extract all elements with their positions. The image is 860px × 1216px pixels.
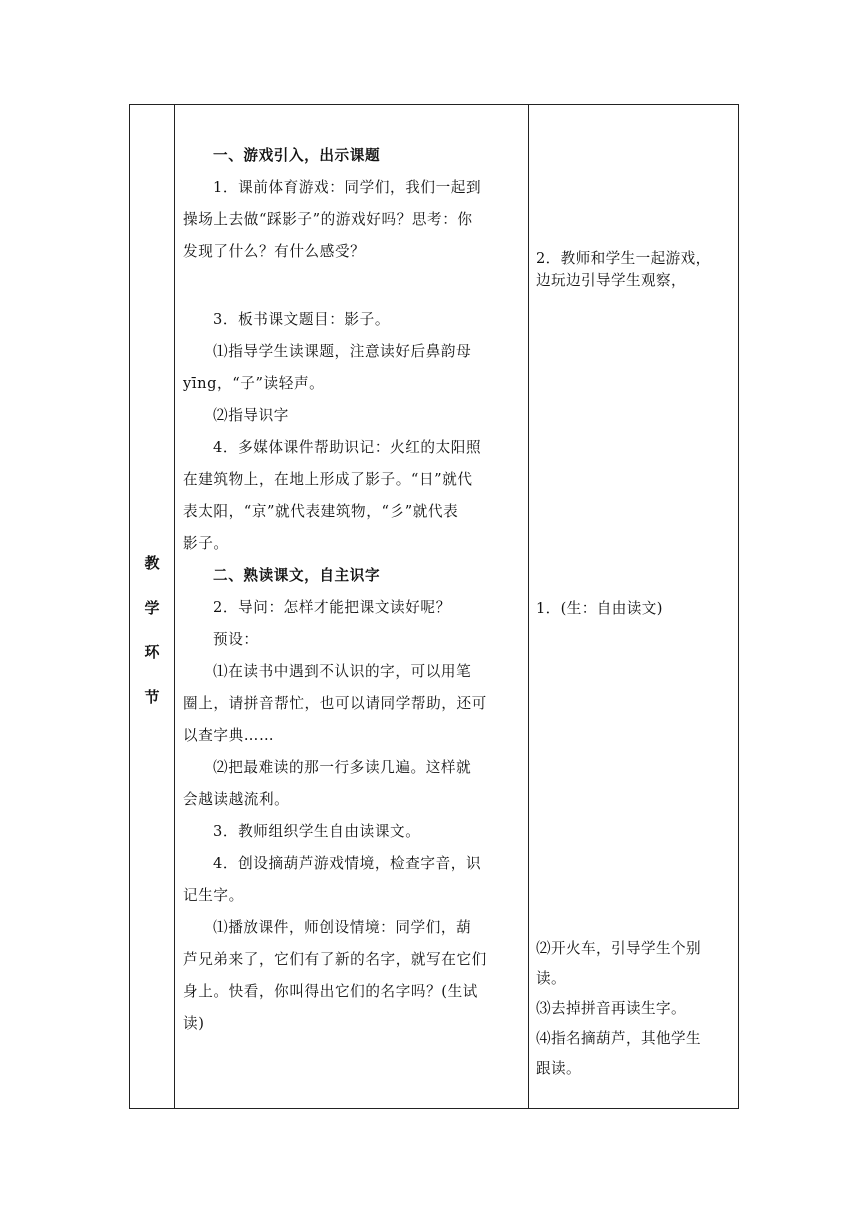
- content-line: ⑴播放课件，师创设情境：同学们，葫: [213, 919, 472, 936]
- content-line: 3．板书课文题目：影子。: [213, 311, 391, 328]
- note-line: 2．教师和学生一起游戏，: [536, 250, 711, 267]
- content-line: 身上。快看，你叫得出它们的名字吗？(生试: [183, 983, 478, 1000]
- student-activity-note-3: [536, 934, 734, 1084]
- content-line: 预设：: [213, 631, 259, 648]
- side-label-char: 环: [144, 643, 160, 661]
- side-label-char: 节: [144, 688, 160, 706]
- note-line: 边玩边引导学生观察，: [536, 272, 686, 289]
- section-heading: 一、游戏引入，出示课题: [213, 147, 381, 164]
- note-line: ⑵开火车，引导学生个别: [536, 940, 701, 957]
- teaching-content-main: [183, 304, 523, 1040]
- content-line: 发现了什么？有什么感受？: [183, 243, 366, 260]
- column-divider: [528, 104, 529, 1109]
- column-divider: [174, 104, 175, 1109]
- content-line: 记生字。: [183, 887, 244, 904]
- student-activity-note-2: [536, 594, 734, 624]
- content-line: 操场上去做“踩影子”的游戏好吗？思考：你: [183, 211, 473, 228]
- content-line: 1．课前体育游戏：同学们，我们一起到: [213, 179, 482, 196]
- note-line: 跟读。: [536, 1060, 581, 1077]
- note-line: 1．(生：自由读文): [536, 600, 663, 617]
- content-line: 影子。: [183, 535, 229, 552]
- side-label-char: 学: [144, 599, 160, 617]
- content-line: 4．多媒体课件帮助识记：火红的太阳照: [213, 439, 482, 456]
- side-label-char: 教: [144, 554, 160, 572]
- section-heading: 二、熟读课文，自主识字: [213, 567, 381, 584]
- content-line: 读): [183, 1015, 205, 1032]
- content-line: 会越读越流利。: [183, 791, 290, 808]
- content-line: 表太阳，“京”就代表建筑物，“彡”就代表: [183, 503, 459, 520]
- content-line: ⑵把最难读的那一行多读几遍。这样就: [213, 759, 472, 776]
- content-line: ⑵指导识字: [213, 407, 289, 424]
- content-line: 4．创设摘葫芦游戏情境，检查字音，识: [213, 855, 482, 872]
- content-line: 以查字典……: [183, 727, 275, 744]
- student-activity-note-1: [536, 244, 734, 296]
- content-line: 圈上，请拼音帮忙，也可以请同学帮助，还可: [183, 695, 487, 712]
- note-line: ⑶去掉拼音再读生字。: [536, 1000, 686, 1017]
- content-line: 3．教师组织学生自由读课文。: [213, 823, 421, 840]
- content-line: ⑴指导学生读课题，注意读好后鼻韵母: [213, 343, 472, 360]
- note-line: ⑷指名摘葫芦，其他学生: [536, 1030, 701, 1047]
- content-line: 2．导问：怎样才能把课文读好呢？: [213, 599, 451, 616]
- content-line: yīng，“子”读轻声。: [183, 375, 325, 392]
- note-line: 读。: [536, 970, 566, 987]
- teaching-content-intro: [183, 140, 523, 268]
- content-line: ⑴在读书中遇到不认识的字，可以用笔: [213, 663, 472, 680]
- content-line: 在建筑物上，在地上形成了影子。“日”就代: [183, 471, 473, 488]
- content-line: 芦兄弟来了，它们有了新的名字，就写在它们: [183, 951, 487, 968]
